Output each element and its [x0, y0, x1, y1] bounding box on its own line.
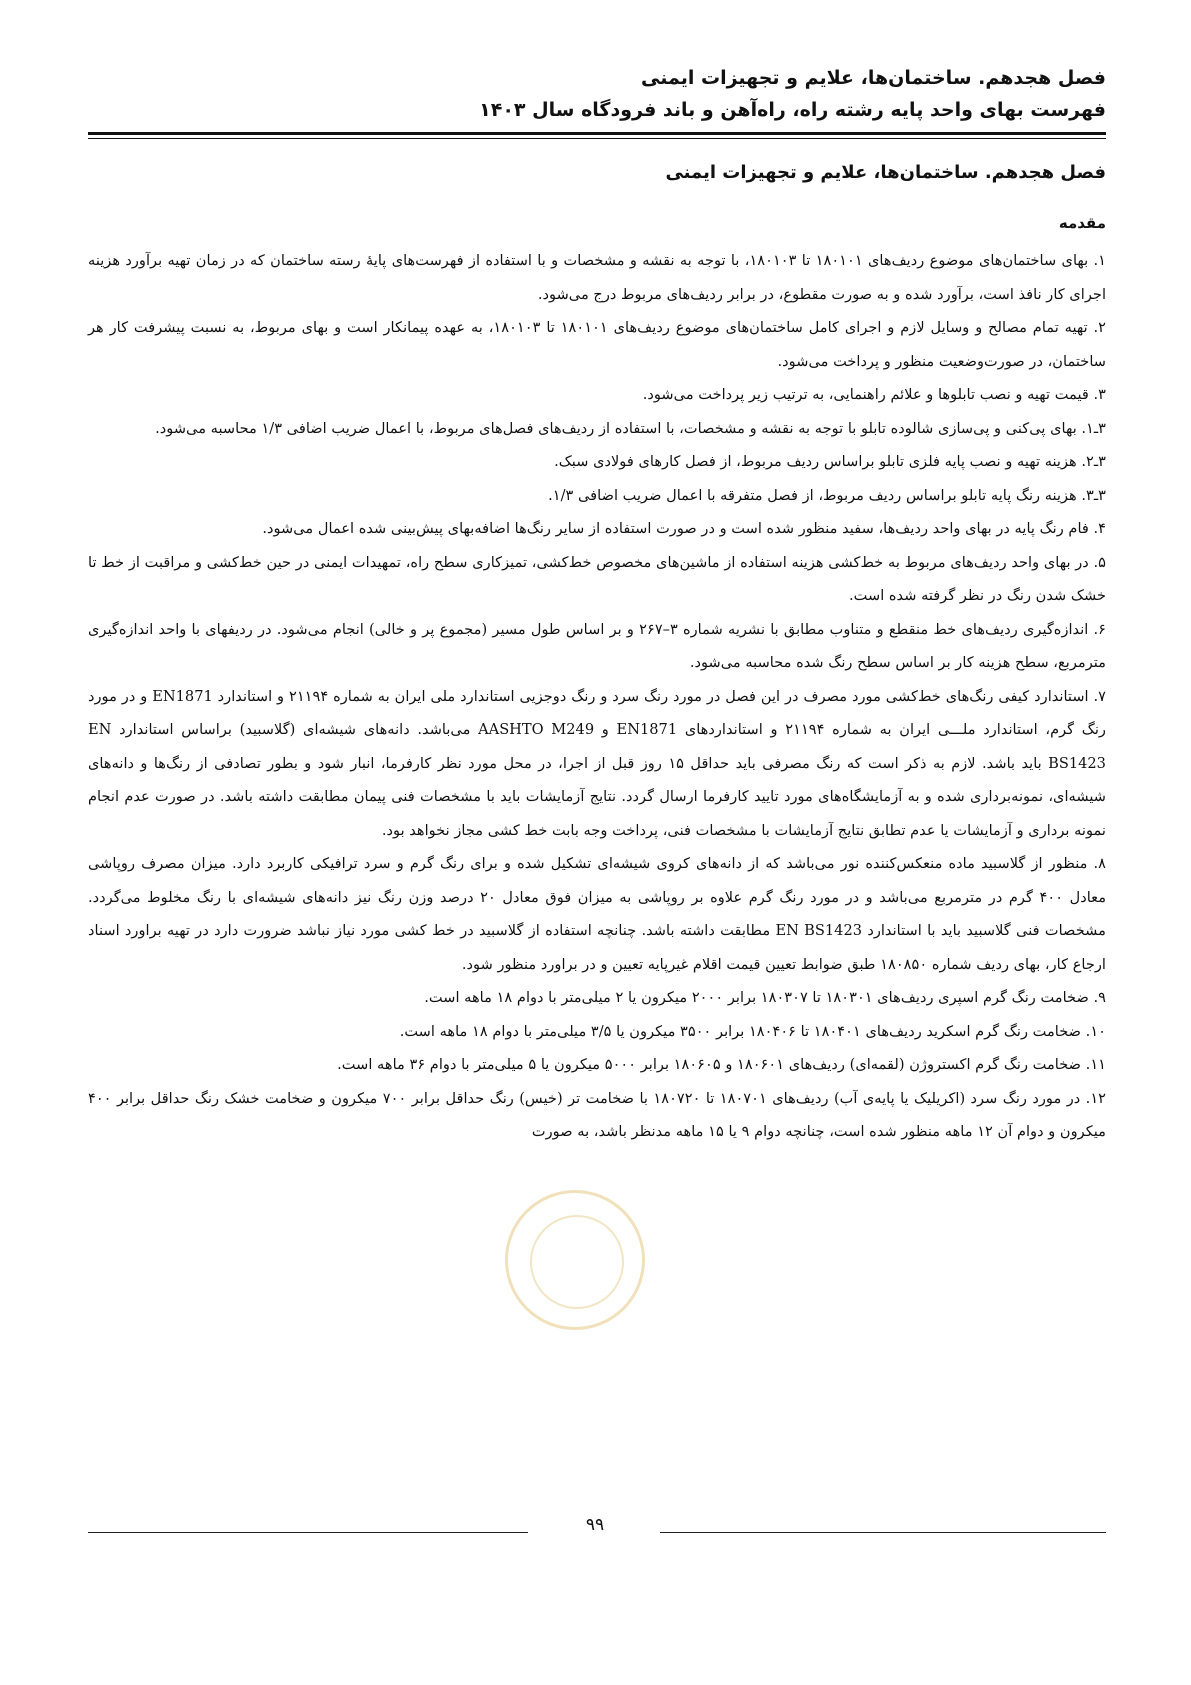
- paragraph-8: ۸. منظور از گلاسبید ماده منعکس‌کننده نور می‌باشد که از دانه‌های کروی شیشه‌ای تشکیل شده و برای رنگ گرم و سرد ترافیکی کاربرد دارد. میزان مصرف روپاشی معادل ۴۰۰ گرم در مترمربع می‌باشد و در مورد رنگ گرم علاوه بر روپاشی به میزان فوق معادل ۲۰ درصد وزن رنگ نیز دانه‌های شیشه‌ای با رنگ مخلوط می‌گردد. مشخصات فنی گلاسبید باید با استاندارد EN BS1423 مطابقت داشته باشد. چنانچه استفاده از گلاسبید در خط کشی مورد نیاز نباشد ضرورت دارد در تهیه براورد اسناد ارجاع کار، بهای ردیف شماره ۱۸۰۸۵۰ طبق ضوابط تعیین قیمت اقلام غیرپایه تعیین و در براورد منظور شود.: [88, 855, 1107, 973]
- paragraph-2: ۲. تهیه تمام مصالح و وسایل لازم و اجرای کامل ساختمان‌های موضوع ردیف‌های ۱۸۰۱۰۱ تا ۱۸۰۱۰۳، به عهده پیمانکار است و بهای مربوط، به نسبت پیشرفت کار هر ساختمان، در صورت‌وضعیت منظور و پرداخت می‌شود.: [88, 319, 1106, 370]
- paragraph-9: ۹. ضخامت رنگ گرم اسپری ردیف‌های ۱۸۰۳۰۱ تا ۱۸۰۳۰۷ برابر ۲۰۰۰ میکرون یا ۲ میلی‌متر با دوام ۱۸ ماهه است.: [424, 989, 1106, 1006]
- paragraph-3: ۳. قیمت تهیه و نصب تابلوها و علائم راهنمایی، به ترتیب زیر پرداخت می‌شود.: [642, 386, 1106, 403]
- paragraph-12: ۱۲. در مورد رنگ سرد (اکریلیک یا پایه‌ی آب) ردیف‌های ۱۸۰۷۰۱ تا ۱۸۰۷۲۰ با ضخامت تر (خیس) رنگ حداقل برابر ۷۰۰ میکرون و ضخامت خشک رنگ حداقل برابر ۴۰۰ میکرون و دوام آن ۱۲ ماهه منظور شده است، چنانچه دوام ۹ یا ۱۵ ماهه مدنظر باشد، به صورت: [88, 1089, 1106, 1140]
- paragraph-11: ۱۱. ضخامت رنگ گرم اکستروژن (لقمه‌ای) ردیف‌های ۱۸۰۶۰۱ و ۱۸۰۶۰۵ برابر ۵۰۰۰ میکرون یا ۵ میلی‌متر با دوام ۳۶ ماهه است.: [337, 1056, 1106, 1073]
- footer-divider-left: [88, 1532, 528, 1533]
- paragraph-1: ۱. بهای ساختمان‌های موضوع ردیف‌های ۱۸۰۱۰۱ تا ۱۸۰۱۰۳، با توجه به نقشه و مشخصات و با استفاده از فهرست‌های پایهٔ رسته ساختمان که در زمان تهیه برآورد هزینه اجرای کار نافذ است، برآورد شده و به صورت مقطوع، در برابر ردیف‌های مربوط درج می‌شود.: [88, 252, 1106, 303]
- paragraph-10: ۱۰. ضخامت رنگ گرم اسکرید ردیف‌های ۱۸۰۴۰۱ تا ۱۸۰۴۰۶ برابر ۳۵۰۰ میکرون یا ۳/۵ میلی‌متر با دوام ۱۸ ماهه است.: [399, 1022, 1106, 1040]
- paragraph-7: ۷. استاندارد کیفی رنگ‌های خط‌کشی مورد مصرف در این فصل در مورد رنگ سرد و رنگ دوجزیی استاندارد ملی ایران به شماره ۲۱۱۹۴ و استاندارد EN1871 و در مورد رنگ گرم، استاندارد ملـــی ایران به شماره ۲۱۱۹۴ و استانداردهای EN1871 و AASHTO M249 می‌باشد. دانه‌های شیشه‌ای (گلاسبید) براساس استاندارد EN BS1423 باید باشد. لازم به ذکر است که رنگ مصرفی باید حداقل ۱۵ روز قبل از اجرا، در محل مورد نظر کارفرما، انبار شود و بطور تصادفی از رنگ‌ها و دانه‌های شیشه‌ای، نمونه‌برداری شده و به آزمایشگاه‌های مورد تایید کارفرما ارسال گردد. نتایج آزمایشات باید با مشخصات فنی پیمان مطابقت داشته باشد. در صورت عدم انجام نمونه برداری و آزمایشات یا عدم تطابق نتایج آزمایشات با مشخصات فنی، پرداخت وجه بابت خط کشی مجاز نخواهد بود.: [88, 687, 1106, 839]
- watermark-seal: [505, 1190, 645, 1330]
- header-document-title: فهرست بهای واحد پایه رشته راه، راه‌آهن و باند فرودگاه سال ۱۴۰۳: [479, 99, 1106, 121]
- header-chapter-title: فصل هجدهم. ساختمان‌ها، علایم و تجهیزات ایمنی: [641, 67, 1106, 89]
- paragraph-5: ۵. در بهای واحد ردیف‌های مربوط به خط‌کشی هزینه استفاده از ماشین‌های مخصوص خط‌کشی، تمیزکاری سطح راه، تمهیدات ایمنی در حین خط‌کشی و مراقبت از خط تا خشک شدن رنگ در نظر گرفته شده است.: [88, 553, 1106, 604]
- page-number: ۹۹: [585, 1515, 605, 1535]
- page-header: [88, 62, 1106, 126]
- paragraph-3-2: ۳ـ۲. هزینه تهیه و نصب پایه فلزی تابلو براساس ردیف مربوط، از فصل کارهای فولادی سبک.: [554, 453, 1106, 470]
- paragraph-6: ۶. اندازه‌گیری ردیف‌های خط منقطع و متناوب مطابق با نشریه شماره ۳–۲۶۷ و بر اساس طول مسیر (مجموع پر و خالی) انجام می‌شود. در ردیفهای با واحد اندازه‌گیری مترمربع، سطح هزینه کار بر اساس سطح رنگ شده محاسبه می‌شود.: [88, 620, 1106, 671]
- paragraph-3-3: ۳ـ۳. هزینه رنگ پایه تابلو براساس ردیف مربوط، از فصل متفرقه با اعمال ضریب اضافی ۱/۳.: [548, 486, 1106, 504]
- intro-heading: مقدمه: [1058, 214, 1106, 232]
- page-content: [88, 158, 1106, 1149]
- paragraph-3-1: ۳ـ۱. بهای پی‌کنی و پی‌سازی شالوده تابلو با توجه به نقشه و مشخصات، با استفاده از ردیف‌های فصل‌های مربوط، با اعمال ضریب اضافی ۱/۳ محاسبه می‌شود.: [155, 419, 1106, 437]
- paragraph-4: ۴. فام رنگ پایه در بهای واحد ردیف‌ها، سفید منظور شده است و در صورت استفاده از سایر رنگ‌ها اضافه‌بهای پیش‌بینی شده اعمال می‌شود.: [262, 520, 1106, 537]
- header-divider: [88, 132, 1106, 139]
- footer-divider-right: [660, 1532, 1106, 1533]
- section-title: فصل هجدهم. ساختمان‌ها، علایم و تجهیزات ایمنی: [665, 162, 1106, 183]
